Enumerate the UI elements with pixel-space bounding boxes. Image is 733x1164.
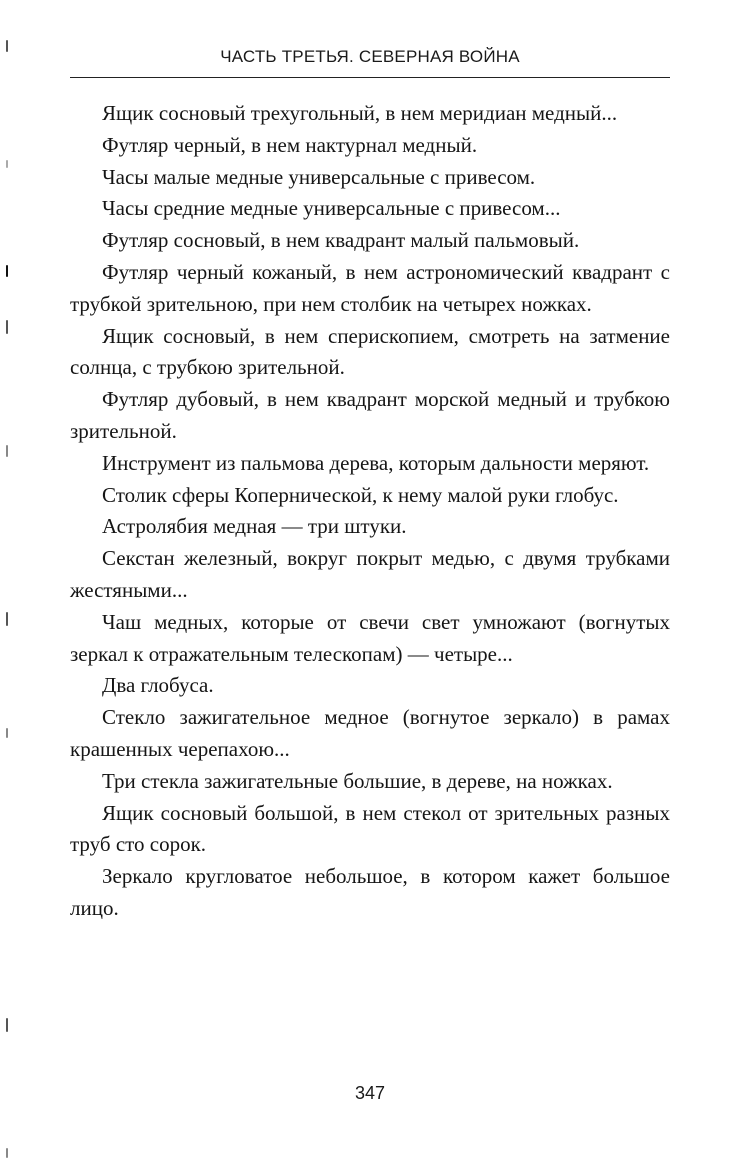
- paragraph: Ящик сосновый трехугольный, в нем меридиан медный...: [102, 101, 618, 125]
- paragraph: Инструмент из пальмова дерева, которым дальности меряют.: [102, 450, 650, 475]
- paragraph: Футляр дубовый, в нем квадрант морской медный и трубкою зрительной.: [70, 387, 670, 443]
- scan-artifact: [6, 320, 8, 334]
- paragraph: Секстан железный, вокруг покрыт медью, с двумя трубками жестяными...: [70, 546, 670, 602]
- paragraph: Ящик сосновый большой, в нем стекол от зрительных разных труб сто сорок.: [70, 800, 670, 857]
- paragraph: Стекло зажигательное медное (вогнутое зеркало) в рамах крашенных черепахою...: [70, 705, 670, 761]
- paragraph: Астролябия медная — три штуки.: [102, 514, 407, 539]
- paragraph: Два глобуса.: [102, 673, 214, 698]
- paragraph: Футляр сосновый, в нем квадрант малый пальмовый.: [102, 228, 580, 253]
- paragraph: Столик сферы Копернической, к нему малой руки глобус.: [102, 482, 619, 507]
- scan-artifact: [6, 265, 8, 277]
- page-number: 347: [354, 1083, 386, 1103]
- scan-artifact: [6, 40, 8, 52]
- scan-artifact: [6, 1018, 8, 1032]
- paragraph: Зеркало кругловатое небольшое, в котором кажет большое лицо.: [70, 864, 670, 920]
- paragraph: Три стекла зажигательные большие, в дереве, на ножках.: [102, 768, 613, 793]
- paragraph: Футляр черный, в нем нактурнал медный.: [102, 132, 478, 157]
- paragraph: Футляр черный кожаный, в нем астрономический квадрант с трубкой зрительною, при нем столбик на четырех ножках.: [70, 259, 670, 316]
- scan-artifact: [6, 1148, 8, 1158]
- body-text: [70, 98, 670, 925]
- paragraph: Ящик сосновый, в нем сперископием, смотреть на затмение солнца, с трубкою зрительной.: [70, 323, 670, 380]
- paragraph: Часы средние медные универсальные с привесом...: [102, 196, 561, 221]
- scan-artifact: [6, 612, 8, 626]
- scan-artifact: [6, 160, 8, 168]
- paragraph: Чаш медных, которые от свечи свет умножают (вогнутых зеркал к отражательным телескопам) — четыре...: [70, 609, 670, 666]
- running-head: ЧАСТЬ ТРЕТЬЯ. СЕВЕРНАЯ ВОЙНА: [220, 47, 520, 66]
- scan-artifact: [6, 445, 8, 457]
- header-rule: [70, 77, 670, 78]
- paragraph: Часы малые медные универсальные с привесом.: [102, 164, 536, 189]
- scan-artifact: [6, 728, 8, 738]
